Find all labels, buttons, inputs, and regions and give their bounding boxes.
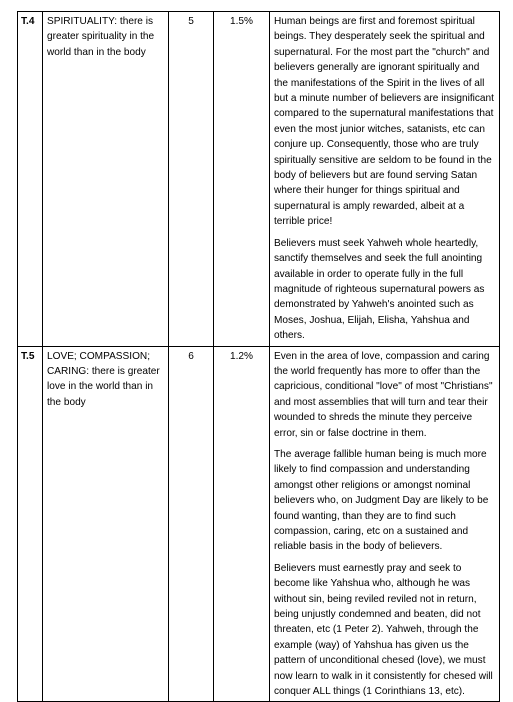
row-description xyxy=(270,346,500,702)
row-title: LOVE; COMPASSION; CARING: there is greater love in the world than in the body xyxy=(43,346,169,702)
row-rank: 6 xyxy=(169,346,214,702)
table-row xyxy=(18,346,500,702)
description-paragraph: Even in the area of love, compassion and caring the world frequently has more to offer than the capricious, conditional "love" of most "Christians" and most assemblies that will turn and tear their wounded to shreds the minute they perceive error, sin or false doctrine in them. xyxy=(274,350,493,439)
row-percent: 1.5% xyxy=(214,12,270,347)
row-rank: 5 xyxy=(169,12,214,347)
description-paragraph: Believers must earnestly pray and seek to become like Yahshua who, although he was without sin, being reviled reviled not in return, being unjustly condemned and beaten, did not threaten, etc (1 Peter 2). Yahweh, through the example (way) of Yahshua has given us the pattern of unconditional chesed (love), we must now learn to walk in it consistently for chesed will conquer ALL things (1 Corinthians 13, etc). xyxy=(274,562,493,698)
row-title: SPIRITUALITY: there is greater spirituality in the world than in the body xyxy=(43,12,169,347)
trends-table xyxy=(17,11,500,702)
description-paragraph: Human beings are first and foremost spiritual beings. They desperately seek the spiritual and supernatural. For the most part the "church" and believers generally are ignorant spiritually and the manifestations of the Spirit in the lives of all but a minute number of believers are insignificant compared to the supernatural manifestations that even the most junior witches, satanists, etc can conjure up. Consequently, those who are truly spiritually sensitive are seldom to be found in the body of believers but are found serving Satan where their hunger for things spiritual and supernatural is amply rewarded, albeit at a terrible price! xyxy=(274,16,494,228)
row-percent: 1.2% xyxy=(214,346,270,702)
table-row xyxy=(18,12,500,347)
row-code: T.4 xyxy=(18,12,43,347)
row-description xyxy=(270,12,500,347)
row-code: T.5 xyxy=(18,346,43,702)
description-paragraph: Believers must seek Yahweh whole heartedly, sanctify themselves and seek the full anointing available in order to operate fully in the full magnitude of righteous supernatural powers as demonstrated by Yahweh's anointed such as Moses, Joshua, Elijah, Elisha, Yahshua and others. xyxy=(274,237,485,342)
description-paragraph: The average fallible human being is much more likely to find compassion and understanding amongst other religions or amongst nominal believers who, on Judgment Day are likely to be found wanting, than they are to find such compassion, caring, etc on a sustained and reliable basis in the body of believers. xyxy=(274,448,489,553)
